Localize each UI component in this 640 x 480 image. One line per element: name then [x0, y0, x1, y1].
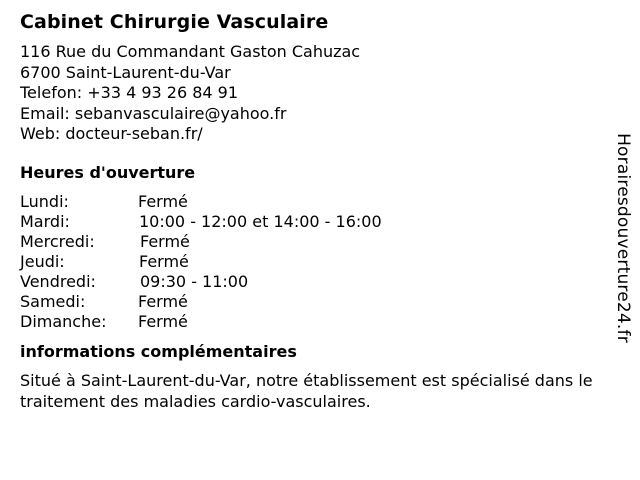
- hours-table: [20, 192, 610, 332]
- business-card: [20, 10, 610, 412]
- address-city: 6700 Saint-Laurent-du-Var: [20, 62, 231, 82]
- hours-value: 10:00 - 12:00 et 14:00 - 16:00: [139, 211, 382, 231]
- hours-row-mercredi: [20, 232, 610, 252]
- hours-row-lundi: [20, 192, 610, 212]
- day-label: Vendredi:: [20, 271, 96, 291]
- hours-value: Fermé: [138, 191, 188, 211]
- day-label: Samedi:: [20, 291, 86, 311]
- hours-value: 09:30 - 11:00: [140, 271, 249, 291]
- hours-heading: Heures d'ouverture: [20, 162, 196, 182]
- day-label: Lundi:: [20, 191, 69, 211]
- email-line[interactable]: Email: sebanvasculaire@yahoo.fr: [20, 103, 287, 123]
- hours-row-dimanche: [20, 312, 610, 332]
- hours-value: Fermé: [140, 231, 190, 251]
- day-label: Dimanche:: [20, 311, 107, 331]
- day-label: Jeudi:: [20, 251, 65, 271]
- phone-line[interactable]: Telefon: +33 4 93 26 84 91: [20, 83, 239, 102]
- day-label: Mardi:: [20, 211, 70, 231]
- hours-row-vendredi: [20, 272, 610, 292]
- hours-row-samedi: [20, 292, 610, 312]
- info-heading: informations complémentaires: [20, 341, 297, 361]
- brand-watermark: Horairesdouverture24.fr: [613, 133, 633, 343]
- hours-row-mardi: [20, 212, 610, 232]
- info-description: Situé à Saint-Laurent-du-Var, notre établissement est spécialisé dans le traitement des maladies cardio-vasculaires.: [20, 370, 593, 411]
- address-street: 116 Rue du Commandant Gaston Cahuzac: [20, 42, 361, 61]
- hours-value: Fermé: [138, 291, 188, 311]
- contact-block: [20, 42, 610, 145]
- hours-value: Fermé: [138, 311, 188, 331]
- web-line[interactable]: Web: docteur-seban.fr/: [20, 124, 203, 143]
- hours-value: Fermé: [139, 251, 189, 271]
- hours-row-jeudi: [20, 252, 610, 272]
- day-label: Mercredi:: [20, 231, 95, 251]
- business-name: Cabinet Chirurgie Vasculaire: [20, 11, 329, 33]
